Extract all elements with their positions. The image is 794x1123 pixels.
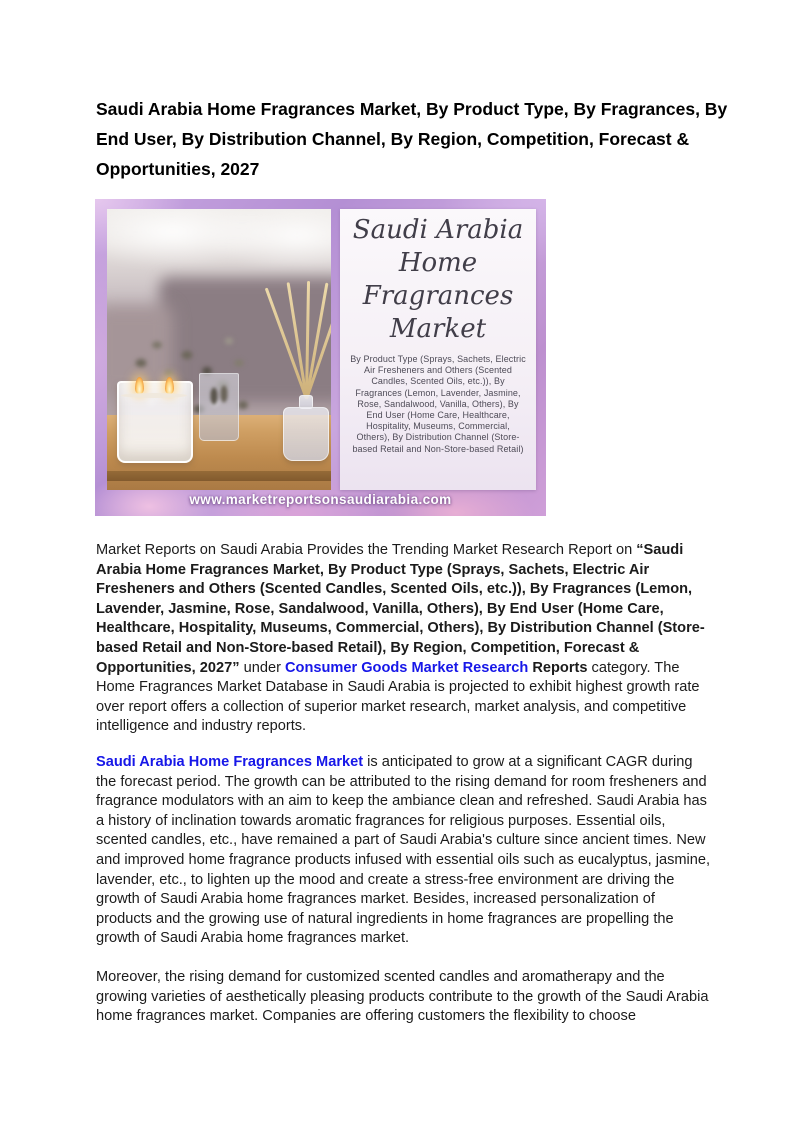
promo-title-line-2: Home: [398, 248, 478, 278]
promo-image: [95, 199, 546, 516]
promo-subtitle: By Product Type (Sprays, Sachets, Electric Air Fresheners and Others (Scented Candles, Scented Oils, etc.)), By Fragrances (Lemon, Lavender, Jasmine, Rose, Sandalwood, Vanilla, Others), By End User (Home Care, Healthcare, Hospitality, Museums, Commercial, Others), By Distribution Channel (Store-based Retail and Non-Store-based Retail): [350, 354, 526, 454]
text-run: Moreover, the rising demand for customized scented candles and aromatherapy and the growing varieties of aesthetically pleasing products contribute to the growth of the Saudi Arabia home fragrances market. Companies are offering customers the flexibility to choose: [96, 969, 709, 1025]
text-run: category. The Home Fragrances Market Database in Saudi Arabia is projected to exhibit highest growth rate over report offers a collection of superior market research, market analysis, and competitive intelligence and industry reports.: [96, 659, 700, 735]
candle-wax-illustration: [121, 393, 187, 398]
report-title-bold-run: “Saudi Arabia Home Fragrances Market, By Product Type (Sprays, Sachets, Electric Air Fresheners and Others (Scented Candles, Scented Oils, etc.)), By Fragrances (Lemon, Lavender, Jasmine, Rose, Sandalwood, Vanilla, Others), By End User (Home Care, Healthcare, Hospitality, Museums, Commercial, Others), By Distribution Channel (Store-based Retail and Non-Store-based Retail), By Region, Competition, Forecast & Opportunities, 2027”: [96, 542, 705, 676]
paragraph-1: [96, 541, 712, 737]
promo-title-line-4: Market: [389, 314, 487, 344]
saudi-arabia-home-fragrances-market-link[interactable]: Saudi Arabia Home Fragrances Market: [96, 754, 364, 770]
promo-title-line-3: Fragrances: [362, 281, 514, 311]
promo-text-panel: [340, 209, 536, 490]
candle-flame-icon: [135, 377, 144, 394]
reports-bold-run: Reports: [528, 659, 588, 676]
paragraph-2: [96, 753, 712, 949]
page-title-line-3: Opportunities, 2027: [96, 159, 260, 179]
text-run: under: [239, 659, 285, 676]
candle-illustration: [117, 381, 193, 463]
vase-illustration: [199, 373, 239, 441]
page-title: [96, 94, 736, 184]
page-title-line-1: Saudi Arabia Home Fragrances Market, By Product Type, By Fragrances, By: [96, 99, 728, 119]
candle-flame-icon: [165, 377, 174, 394]
vase-stems-illustration: [206, 378, 232, 418]
consumer-goods-market-research-link[interactable]: Consumer Goods Market Research: [284, 659, 529, 676]
promo-title-line-1: Saudi Arabia: [352, 215, 524, 245]
home-fragrance-photo: [107, 209, 331, 490]
table-edge-illustration: [107, 471, 331, 481]
text-run: Market Reports on Saudi Arabia Provides the Trending Market Research Report on: [96, 542, 637, 558]
paragraph-3: [96, 968, 712, 1027]
text-run: is anticipated to grow at a significant CAGR during the forecast period. The growth can be attributed to the rising demand for room fresheners and fragrance modulators with an aim to keep the ambiance clean and refreshed. Saudi Arabia has a history of inclination towards aromatic fragrances for religious purposes. Essential oils, scented candles, etc., have remained a part of Saudi Arabia's culture since ancient times. New and improved home fragrance products infused with essential oils such as eucalyptus, jasmine, lavender, etc., to lighten up the mood and create a stress-free environment are driving the growth of Saudi Arabia home fragrances market. Besides, increased personalization of products and the growing use of natural ingredients in home fragrances are propelling the growth of Saudi Arabia home fragrances market.: [96, 754, 711, 947]
page-title-line-2: End User, By Distribution Channel, By Region, Competition, Forecast &: [96, 129, 690, 149]
website-url: www.marketreportsonsaudiarabia.com: [189, 492, 452, 507]
reed-diffuser-illustration: [283, 407, 329, 461]
